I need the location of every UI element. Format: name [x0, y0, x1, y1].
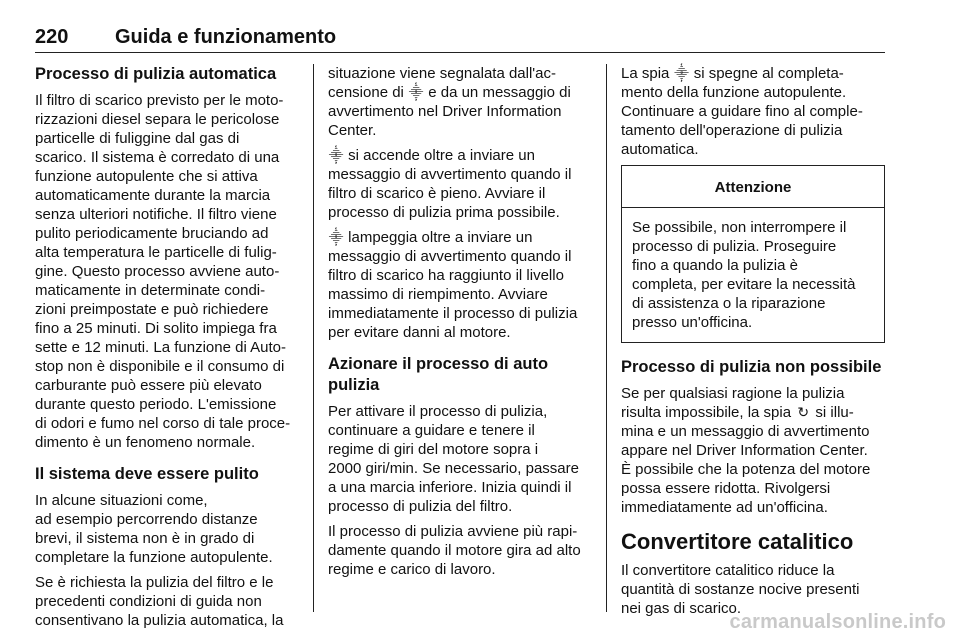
paragraph	[621, 384, 885, 517]
paragraph: In alcune situazioni come, ad esempio percorrendo distanze brevi, il sistema non è in grado di completare la funzione autopulente.	[35, 492, 273, 566]
text-span: si illu- mina e un messaggio di avvertimento appare nel Driver Information Center. È possibile che la potenza del motore possa essere ridotta. Rivolgersi immediatamente ad un'officina.	[621, 404, 871, 516]
filter-warning-icon: ⸎	[328, 229, 344, 245]
section-title: Guida e funzionamento	[115, 26, 337, 48]
column-2	[328, 64, 592, 585]
column-3	[621, 64, 885, 624]
heading-start-cleaning: Azionare il processo di auto pulizia	[328, 355, 549, 394]
paragraph	[328, 228, 592, 342]
heading-automatic-cleaning: Processo di pulizia automatica	[35, 65, 277, 83]
paragraph: Se è richiesta la pulizia del filtro e le precedenti condizioni di guida non consentivano la pulizia automatica, la	[35, 574, 284, 629]
column-divider	[313, 64, 314, 612]
column-1	[35, 64, 299, 636]
caution-title: Attenzione	[622, 166, 884, 208]
paragraph: Per attivare il processo di pulizia, continuare a guidare e tenere il regime di giri del motore sopra i 2000 giri/min. Se necessario, passare a una marcia inferiore. Inizia quindi il processo di pulizia del filtro.	[328, 403, 579, 515]
caution-box	[621, 165, 885, 343]
filter-warning-icon: ⸎	[674, 65, 689, 81]
text-span: situazione viene segnalata dall'ac- censione di	[328, 65, 557, 101]
text-span: lampeggia oltre a inviare un messaggio di avvertimento quando il filtro di scarico ha raggiunto il livello massimo di riempimento. Avviare immediatamente il processo di pulizia per evitare danni al motore.	[328, 229, 578, 341]
filter-warning-icon: ⸎	[408, 84, 424, 100]
text-span: si accende oltre a inviare un messaggio di avvertimento quando il filtro di scarico è pieno. Avviare il processo di pulizia prima possibile.	[328, 147, 572, 221]
text-span: La spia	[621, 65, 674, 82]
paragraph: Il processo di pulizia avviene più rapi- damente quando il motore gira ad alto regime e carico di lavoro.	[328, 523, 581, 578]
watermark: carmanualsonline.info	[729, 611, 946, 633]
engine-warning-icon: ↻	[797, 404, 810, 420]
filter-warning-icon: ⸎	[328, 147, 344, 163]
text-span: Se per qualsiasi ragione la pulizia risulta impossibile, la spia	[621, 385, 845, 421]
paragraph	[328, 64, 592, 140]
heading-system-must-be-cleaned: Il sistema deve essere pulito	[35, 465, 259, 483]
paragraph	[621, 64, 885, 159]
paragraph	[328, 146, 592, 222]
heading-catalytic-converter: Convertitore catalitico	[621, 529, 854, 554]
text-span: si spegne al completa- mento della funzione autopulente. Continuare a guidare fino al comple- tamento dell'operazione di pulizia automatica.	[621, 65, 863, 158]
column-divider	[606, 64, 607, 612]
paragraph: Il filtro di scarico previsto per le moto- rizzazioni diesel separa le pericolose particelle di fuliggine dal gas di scarico. Il sistema è corredato di una funzione autopulente che si attiva automaticamente durante la marcia senza ulteriori notifiche. Il filtro viene pulito periodicamente bruciando ad alta temperatura le particelle di fulig- gine. Questo processo avviene auto- maticamente in determinate condi- zioni preimpostate e può richiedere fino a 25 minuti. Di solito impiega fra sette e 12 minuti. La funzione di Auto- stop non è disponibile e il consumo di carburante può essere più elevato durante questo periodo. L'emissione di odori e fumo nel corso di tale proce- dimento è un fenomeno normale.	[35, 92, 291, 451]
text-span: e da un messaggio di avvertimento nel Driver Information Center.	[328, 84, 571, 139]
page-number: 220	[35, 26, 69, 48]
caution-body: Se possibile, non interrompere il processo di pulizia. Proseguire fino a quando la pulizia è completa, per evitare la necessità di assistenza o la riparazione presso un'officina.	[632, 219, 856, 331]
paragraph: Il convertitore catalitico riduce la quantità di sostanze nocive presenti nei gas di scarico.	[621, 562, 860, 617]
page-header	[35, 26, 885, 53]
heading-cleaning-not-possible: Processo di pulizia non possibile	[621, 358, 882, 376]
